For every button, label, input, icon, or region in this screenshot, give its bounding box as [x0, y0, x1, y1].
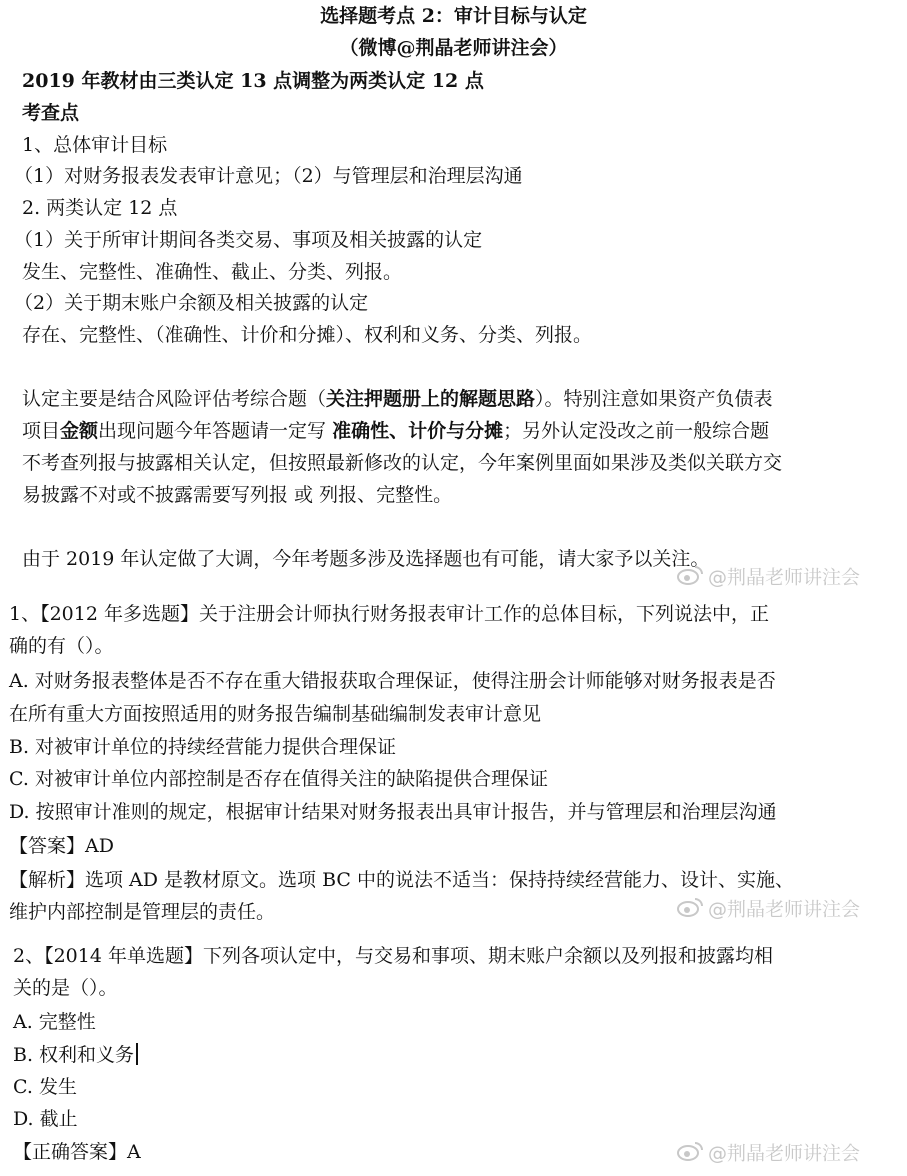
note-paragraph-line-1	[22, 387, 773, 411]
text: 认定主要是结合风险评估考综合题（	[22, 388, 327, 410]
text: ）。特别注意如果资产负债表	[535, 388, 773, 410]
note-paragraph-line-2	[22, 419, 769, 443]
weibo-eye-icon	[676, 564, 704, 592]
watermark	[676, 896, 860, 924]
q2-stem-line-1: 2、【2014 年单选题】下列各项认定中，与交易和事项、期末账户余额以及列报和披露均相	[13, 945, 773, 967]
text: 出现问题今年答题请一定写	[98, 420, 333, 442]
option-text: B. 权利和义务	[13, 1044, 135, 1066]
emphasis-text: 金额	[60, 420, 99, 442]
watermark-text: @荆晶老师讲注会	[708, 898, 861, 921]
page-subtitle: （微博@荆晶老师讲注会）	[339, 37, 568, 59]
q1-option-a-line-2: 在所有重大方面按照适用的财务报告编制基础编制发表审计意见	[9, 703, 542, 725]
note-line-5: 发生、完整性、准确性、截止、分类、列报。	[22, 261, 403, 283]
text-cursor	[136, 1043, 138, 1065]
note-paragraph-line-4: 易披露不对或不披露需要写列报 或 列报、完整性。	[22, 484, 453, 506]
q1-answer: 【答案】AD	[9, 835, 114, 857]
text: 项目	[22, 420, 61, 442]
change-note: 2019 年教材由三类认定 13 点调整为两类认定 12 点	[22, 70, 484, 92]
q2-option-b	[13, 1043, 138, 1067]
points-heading: 考查点	[22, 102, 80, 124]
q1-stem-line-2: 确的有（）。	[9, 635, 114, 657]
q2-stem-line-2: 关的是（）。	[13, 977, 118, 999]
q1-option-a-line-1: A. 对财务报表整体是否不存在重大错报获取合理保证，使得注册会计师能够对财务报表是否	[9, 670, 776, 692]
q2-answer: 【正确答案】A	[13, 1141, 141, 1163]
q1-option-b: B. 对被审计单位的持续经营能力提供合理保证	[9, 736, 397, 758]
q1-option-c: C. 对被审计单位内部控制是否存在值得关注的缺陷提供合理保证	[9, 768, 548, 790]
q2-option-d: D. 截止	[13, 1108, 78, 1130]
emphasis-text: 关注押题册上的解题思路	[326, 388, 536, 410]
q1-analysis-line-1: 【解析】选项 AD 是教材原文。选项 BC 中的说法不适当：保持持续经营能力、设计、实施、	[9, 869, 794, 891]
q1-analysis-line-2: 维护内部控制是管理层的责任。	[9, 901, 276, 923]
q1-option-d: D. 按照审计准则的规定，根据审计结果对财务报表出具审计报告，并与管理层和治理层沟通	[9, 801, 777, 823]
note-paragraph-line-3: 不考查列报与披露相关认定，但按照最新修改的认定，今年案例里面如果涉及类似关联方交	[22, 452, 783, 474]
note-line-4: （1）关于所审计期间各类交易、事项及相关披露的认定	[14, 229, 483, 251]
q1-stem-line-1: 1、【2012 年多选题】关于注册会计师执行财务报表审计工作的总体目标，下列说法中，正	[9, 603, 769, 625]
q2-option-a: A. 完整性	[13, 1011, 96, 1033]
emphasis-text: 准确性、计价与分摊	[332, 420, 504, 442]
note-line-7: 存在、完整性、（准确性、计价和分摊）、权利和义务、分类、列报。	[22, 324, 593, 346]
watermark	[676, 564, 860, 592]
weibo-eye-icon	[676, 1140, 704, 1168]
note-line-2: （1）对财务报表发表审计意见；（2）与管理层和治理层沟通	[14, 165, 523, 187]
note-line-1: 1、总体审计目标	[22, 134, 168, 156]
page-title: 选择题考点 2：审计目标与认定	[320, 5, 587, 27]
watermark-text: @荆晶老师讲注会	[708, 566, 861, 589]
text: ；另外认定没改之前一般综合题	[503, 420, 770, 442]
note-line-3: 2. 两类认定 12 点	[22, 197, 178, 219]
note-paragraph-line-5: 由于 2019 年认定做了大调，今年考题多涉及选择题也有可能，请大家予以关注。	[22, 548, 710, 570]
q2-option-c: C. 发生	[13, 1076, 77, 1098]
watermark-text: @荆晶老师讲注会	[708, 1142, 861, 1165]
note-line-6: （2）关于期末账户余额及相关披露的认定	[14, 292, 369, 314]
watermark	[676, 1140, 860, 1168]
weibo-eye-icon	[676, 896, 704, 924]
